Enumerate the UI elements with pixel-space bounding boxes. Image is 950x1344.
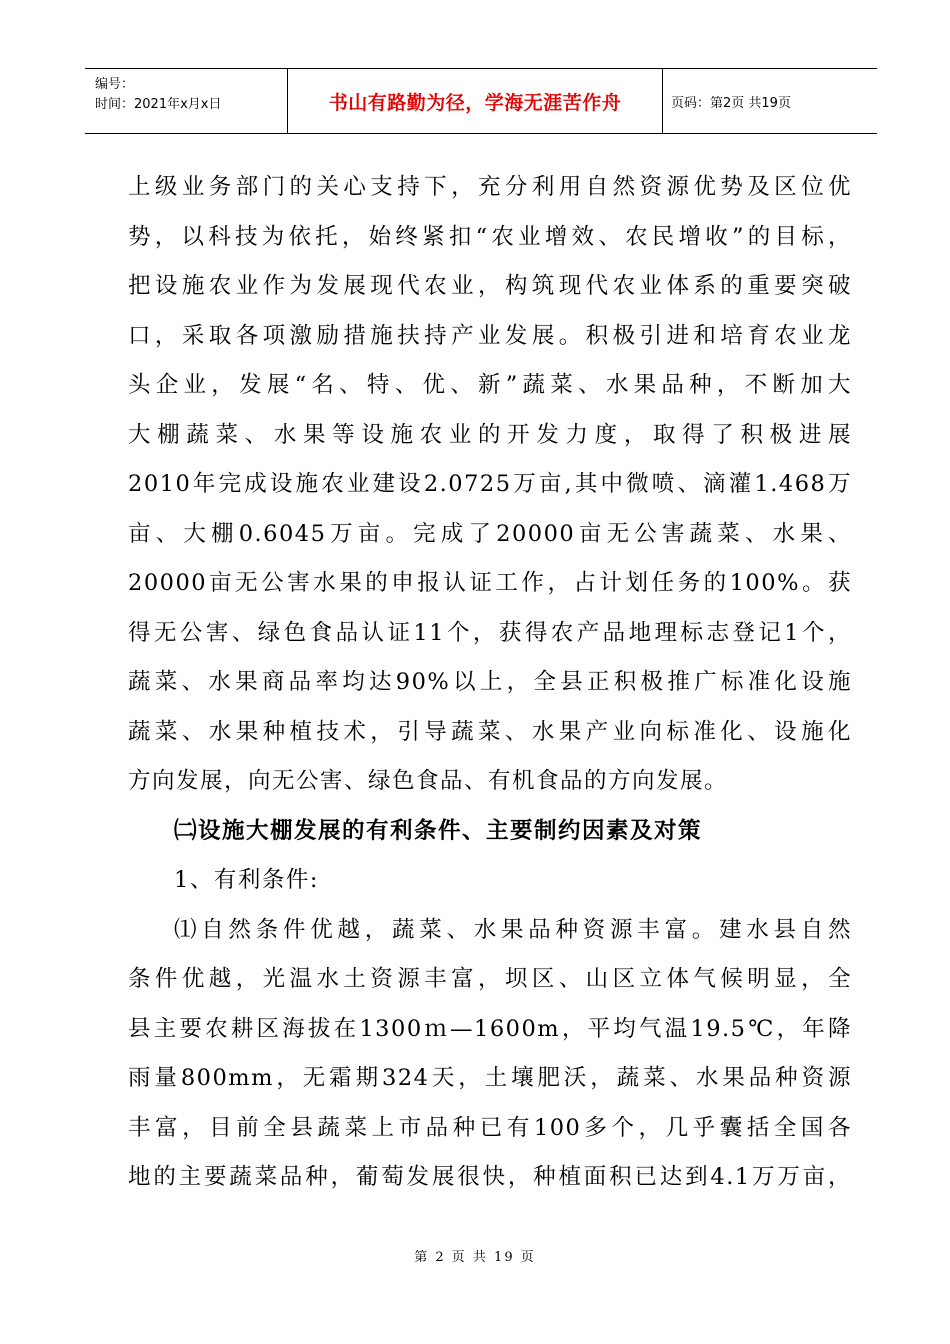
body-line: 亩、大棚0.6045万亩。完成了20000亩无公害蔬菜、水果、 xyxy=(128,520,852,547)
body-line: 雨量800mm，无霜期324天，土壤肥沃，蔬菜、水果品种资源 xyxy=(128,1065,852,1091)
page-footer: 第 2 页 共 19 页 xyxy=(414,1250,536,1265)
body-line: 头企业，发展“名、特、优、新”蔬菜、水果品种，不断加大 xyxy=(128,372,852,398)
body-line: 20000亩无公害水果的申报认证工作，占计划任务的100%。获 xyxy=(128,570,852,596)
header-page-number: 页码：第2页 共19页 xyxy=(671,95,791,111)
body-line: 大棚蔬菜、水果等设施农业的开发力度，取得了积极进展 xyxy=(128,421,852,448)
body-line: 地的主要蔬菜品种，葡萄发展很快，种植面积已达到4.1万万亩， xyxy=(128,1164,852,1190)
body-line: 蔬菜、水果种植技术，引导蔬菜、水果产业向标准化、设施化 xyxy=(128,718,852,745)
body-line: 口，采取各项激励措施扶持产业发展。积极引进和培育农业龙 xyxy=(128,322,852,349)
body-line: 上级业务部门的关心支持下，充分利用自然资源优势及区位优 xyxy=(128,174,852,200)
body-line: 条件优越，光温水土资源丰富，坝区、山区立体气候明显，全 xyxy=(128,966,852,992)
section-heading: ㈡设施大棚发展的有利条件、主要制约因素及对策 xyxy=(174,817,703,844)
body-line: ⑴自然条件优越，蔬菜、水果品种资源丰富。建水县自然 xyxy=(174,916,852,943)
document-body xyxy=(128,163,852,1203)
document-number: 编号： xyxy=(95,77,135,92)
body-line: 势，以科技为依托，始终紧扣“农业增效、农民增收”的目标， xyxy=(128,223,852,250)
page-header xyxy=(85,68,877,134)
header-meta xyxy=(85,69,288,133)
subsection-heading: 1、有利条件: xyxy=(174,867,319,893)
body-line: 得无公害、绿色食品认证11个，获得农产品地理标志登记1个， xyxy=(128,619,852,646)
body-line: 县主要农耕区海拔在1300ｍ—1600m，平均气温19.5℃，年降 xyxy=(128,1015,852,1042)
header-motto: 书山有路勤为径，学海无涯苦作舟 xyxy=(328,91,622,114)
body-line: 2010年完成设施农业建设2.0725万亩,其中微喷、滴灌1.468万 xyxy=(128,471,852,497)
body-line: 方向发展，向无公害、绿色食品、有机食品的方向发展。 xyxy=(128,768,729,794)
body-line: 蔬菜、水果商品率均达90%以上，全县正积极推广标准化设施 xyxy=(128,669,852,695)
body-line: 丰富，目前全县蔬菜上市品种已有100多个，几乎囊括全国各 xyxy=(128,1114,852,1141)
header-motto-cell xyxy=(288,69,663,133)
document-time: 时间：2021年x月x日 xyxy=(95,97,222,112)
body-line: 把设施农业作为发展现代农业，构筑现代农业体系的重要突破 xyxy=(128,273,852,299)
